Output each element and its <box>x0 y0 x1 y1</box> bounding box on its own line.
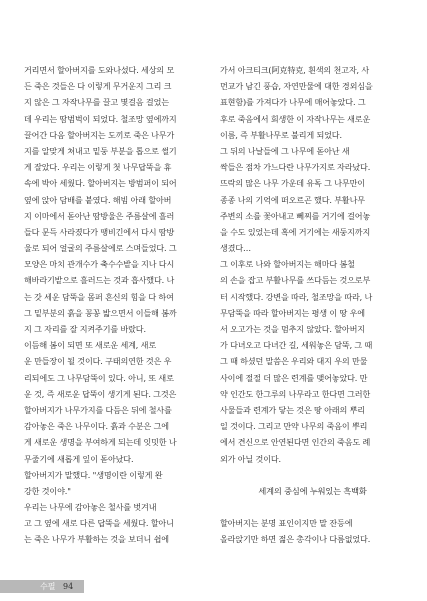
text-line: 가 다녀오고 다녀간 길, 세워놓은 담뚝, 그 때 <box>220 340 373 351</box>
text-line: 든 죽은 것들은 다 이렇게 무거운지 그리 크 <box>24 81 172 92</box>
text-line: 사물들과 련계가 닿는 것은 땅 아래의 뿌리 <box>220 404 365 415</box>
right-text-column <box>220 62 405 548</box>
text-line: 는 죽은 나무가 부활하는 것을 보더니 쉽에 <box>24 534 169 545</box>
left-text-column <box>24 62 209 548</box>
text-line: 끌어간 다음 할아버지는 도끼로 죽은 나무가 <box>24 129 175 140</box>
spacer <box>220 467 405 483</box>
text-line: 가서 아크티크(阿克特克, 흰색의 천고자, 사 <box>220 65 370 75</box>
text-line: 종종 나의 기억에 떠오르곤 했다. 부활나무 <box>220 194 365 205</box>
text-line: 운 것, 즉 새로운 답뚝이 생기게 된다. 그것은 <box>24 388 177 399</box>
text-line: 감아놓은 죽은 나무이다. 흙과 수분은 그에 <box>24 421 169 432</box>
text-line: 먼교가 남긴 풍습, 자연만물에 대한 경외심을 <box>220 81 373 92</box>
text-line: 생겼다… <box>220 243 251 254</box>
text-line: 의 손을 잡고 부활나무를 쓰다듬는 것으로부 <box>220 275 371 286</box>
text-line: 에서 견신으로 안연된다면 인간의 죽음도 례 <box>220 437 371 448</box>
text-line: 운 만들장이 될 것이다. 구태의연한 것은 우 <box>24 356 172 367</box>
page-footer <box>0 580 100 593</box>
text-line: 옆에 앉아 담배를 붙였다. 해빔 아래 할아버 <box>24 194 172 205</box>
text-line: 지 이마에서 돋아난 땀방울은 주름살에 흘러 <box>24 210 175 221</box>
text-line: 사이에 절절 더 많은 련계를 맺어놓았다. 만 <box>220 372 368 383</box>
section-label: 수필 <box>40 582 56 591</box>
text-line: 게 잘았다. 우리는 이렇게 첫 나무답뚝을 휴 <box>24 162 172 173</box>
text-line: 리되에도 그 나무담뚝이 있다. 아니, 또 새로 <box>24 372 174 383</box>
text-line: 무담뚝을 따라 할아버지는 평생 이 땅 우에 <box>220 307 365 318</box>
text-line: 표현함)를 가져다가 나무에 매어놓았다. 그 <box>220 97 366 108</box>
text-line: 그 때 하셨던 말씀은 우리와 대지 우의 만물 <box>220 356 368 367</box>
text-line: 할아버지가 나무가지를 다듬은 뒤에 철사를 <box>24 404 172 415</box>
text-line: 뜨락의 많은 나무 가운데 유독 그 나무만이 <box>220 178 365 189</box>
text-line: 이름, 즉 부활나무로 불리게 되었다. <box>220 129 342 140</box>
spacer <box>220 499 405 515</box>
text-line: 우리는 나무에 감아놓은 철사를 벗겨내 <box>24 502 157 513</box>
text-line: 일 것이다. 그리고 만약 나무의 죽음이 뿌리 <box>220 421 368 432</box>
text-line: 해바라기밭으로 흘러드는 것과 흡사했다. 나 <box>24 275 175 286</box>
text-line: 지 그 자리를 잘 지켜주기를 바랐다. <box>24 324 146 334</box>
text-line: 데 우리는 땀범벅이 되었다. 철조망 옆에까지 <box>24 113 177 124</box>
text-line: 터 시작했다. 강변을 따라, 철조망을 따라, 나 <box>220 291 373 302</box>
text-line: 속에 박아 세웠다. 할아버지는 방범퍼이 되어 <box>24 178 177 189</box>
text-line: 서 오고가는 것을 멈추지 않았다. 할아버지 <box>220 324 365 334</box>
text-line: 울로 되어 얼굴의 주름살에로 스며들었다. 그 <box>24 243 177 254</box>
text-line: 약 인간도 한그루의 나무라고 한다면 그러한 <box>220 388 371 399</box>
text-line: 그 이후로 나와 할아버지는 해마다 봄철 <box>220 259 355 270</box>
text-line: 그 밑부분의 흙을 꽁꽁 밟으면서 이들해 봄까 <box>24 307 177 318</box>
page-number: 94 <box>63 582 74 591</box>
text-line: 게 새로운 생명을 부여하게 되는데 잇밋한 나 <box>24 437 177 448</box>
text-line: 주변의 소를 꽃아내고 뻬찌를 거기에 걸어놓 <box>220 210 371 221</box>
text-line: 할아버지가 말했다. "생명이란 이렇게 완 <box>24 469 163 480</box>
text-line: 들다 문득 사라졌다가 땡비긴에서 다시 땀방 <box>24 226 175 237</box>
text-line: 을 수도 있었는데 혹에 거기에는 새둥지까지 <box>220 226 371 237</box>
text-line: 후로 죽음에서 회생한 이 자작나무는 새로운 <box>220 113 371 124</box>
text-line: 고 그 옆에 새로 다른 답뚝을 세웠다. 할아니 <box>24 518 174 529</box>
text-line: 지 않은 그 자작나무를 끌고 몇걸음 걸었는 <box>24 97 169 108</box>
text-line: 그 뒤의 나날들에 그 나무에 돋아난 새 <box>220 145 350 156</box>
text-line: 지를 알맞게 쳐내고 밑둥 부분을 톱으로 썰기 <box>24 145 177 156</box>
text-line: 는 갓 세운 담뚝을 몸퍼 흔신의 힘을 다 하여 <box>24 291 174 302</box>
text-line: 싹들은 점차 가느다란 나무가지로 자라났다. <box>220 162 371 173</box>
text-line: 할아버지는 분명 표인이지만 말 잔등에 <box>220 518 353 529</box>
text-line: 올라앉기만 하면 젊은 총각이나 다름없었다. <box>220 534 371 545</box>
text-line: 외가 아닐 것이다. <box>220 453 281 464</box>
text-line: 거리면서 할아버지를 도와나섰다. 세상의 모 <box>24 65 175 75</box>
text-line: 모양은 마치 관개수가 축수수밭을 지나 다시 <box>24 259 175 270</box>
text-line: 무줄기에 새롭게 잎이 돋아났다. <box>24 453 134 464</box>
text-line: 강한 것이야." <box>24 485 71 496</box>
text-line: 이듬해 봄이 되면 또 새로운 세계, 새로 <box>24 340 156 351</box>
section-heading: 세계의 중심에 누워있는 흑백화 <box>258 485 367 496</box>
